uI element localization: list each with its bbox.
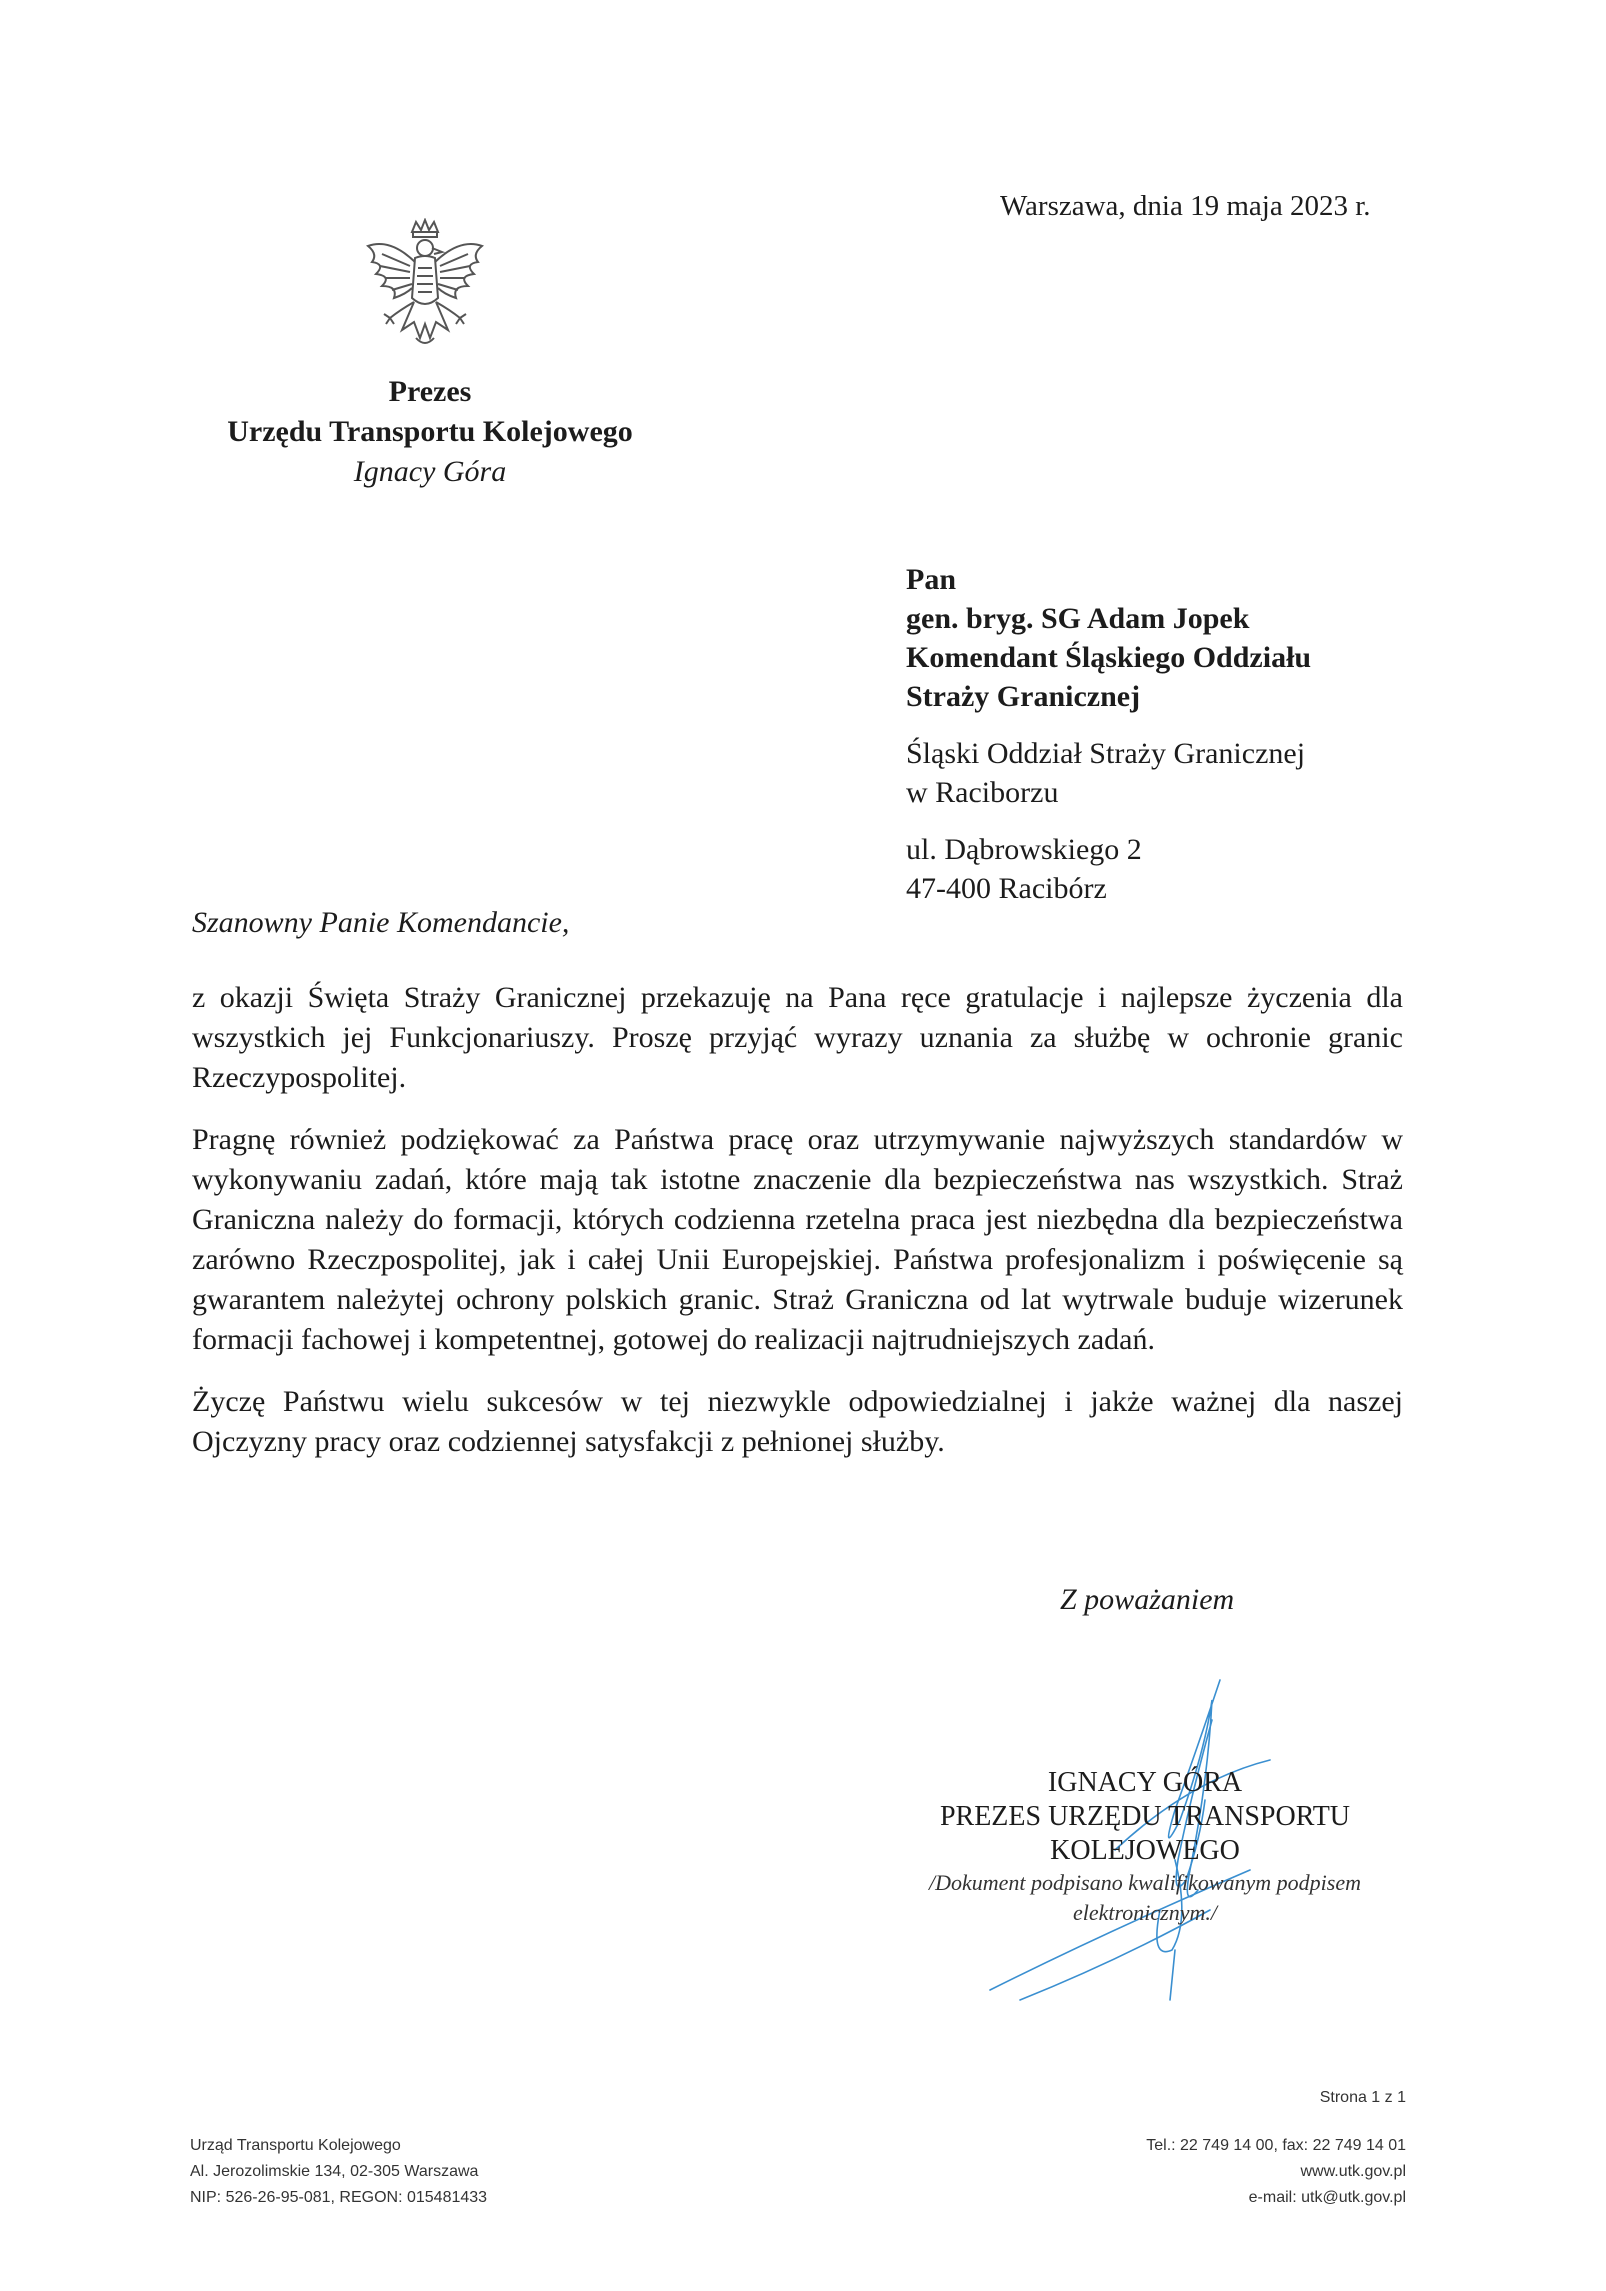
recipient-line: Pan [906, 563, 957, 596]
letter-date: Warszawa, dnia 19 maja 2023 r. [1000, 190, 1371, 222]
sender-name: Ignacy Góra [353, 455, 507, 488]
signer-title: KOLEJOWEGO [1050, 1835, 1240, 1866]
sender-block [160, 372, 700, 492]
footer-right [1146, 2133, 1406, 2211]
body-paragraph: Życzę Państwu wielu sukcesów w tej niezwykle odpowiedzialnej i jakże ważnej dla naszej Ojczyzny pracy oraz codziennej satysfakcji z pełnionej służby. [192, 1385, 1403, 1458]
footer-line: e-mail: utk@utk.gov.pl [1248, 2189, 1406, 2206]
recipient-street: ul. Dąbrowskiego 2 [906, 833, 1142, 866]
footer-line: Tel.: 22 749 14 00, fax: 22 749 14 01 [1146, 2137, 1406, 2154]
footer-line: www.utk.gov.pl [1300, 2163, 1406, 2180]
recipient-line: gen. bryg. SG Adam Jopek [906, 602, 1250, 635]
page-number: Strona 1 z 1 [1319, 2089, 1406, 2106]
signature-block [890, 1766, 1400, 1928]
recipient-unit: Śląski Oddział Straży Granicznej [906, 737, 1306, 770]
closing: Z poważaniem [1060, 1583, 1235, 1616]
recipient-line: Straży Granicznej [906, 680, 1141, 713]
body-paragraph: Pragnę również podziękować za Państwa pracę oraz utrzymywanie najwyższych standardów w wykonywaniu zadań, które mają tak istotne znaczenie dla bezpieczeństwa nas wszystkich. Straż Graniczna należy do formacji, których codzienna rzetelna praca jest niezbędna dla bezpieczeństwa zarówno Rzeczpospolitej, jak i całej Unii Europejskiej. Państwa profesjonalizm i poświęcenie są gwarantem należytej ochrony polskich granic. Straż Graniczna od lat wytrwale buduje wizerunek formacji fachowej i kompetentnej, gotowej do realizacji najtrudniejszych zadań. [192, 1123, 1403, 1356]
polish-eagle-emblem-icon [350, 218, 500, 368]
signature-note: /Dokument podpisano kwalifikowanym podpisem [928, 1870, 1361, 1895]
footer-line: Al. Jerozolimskie 134, 02-305 Warszawa [190, 2163, 479, 2180]
recipient-block [906, 560, 1466, 908]
sender-title: Prezes [388, 375, 472, 408]
recipient-unit: w Raciborzu [906, 776, 1059, 809]
salutation: Szanowny Panie Komendancie, [192, 906, 570, 939]
footer-line: Urząd Transportu Kolejowego [190, 2137, 401, 2154]
sender-institution: Urzędu Transportu Kolejowego [227, 415, 633, 448]
recipient-city: 47-400 Racibórz [906, 872, 1107, 905]
signer-name: IGNACY GÓRA [1047, 1767, 1243, 1798]
recipient-line: Komendant Śląskiego Oddziału [906, 641, 1312, 674]
footer-left [190, 2133, 487, 2211]
body-paragraph: z okazji Święta Straży Granicznej przekazuję na Pana ręce gratulacje i najlepsze życzenia dla wszystkich jej Funkcjonariuszy. Proszę przyjąć wyrazy uznania za służbę w ochronie granic Rzeczypospolitej. [192, 981, 1403, 1094]
letter-body [192, 978, 1403, 1484]
footer-line: NIP: 526-26-95-081, REGON: 015481433 [190, 2189, 488, 2206]
signature-note: elektronicznym./ [1073, 1900, 1217, 1925]
signer-title: PREZES URZĘDU TRANSPORTU [939, 1801, 1351, 1832]
